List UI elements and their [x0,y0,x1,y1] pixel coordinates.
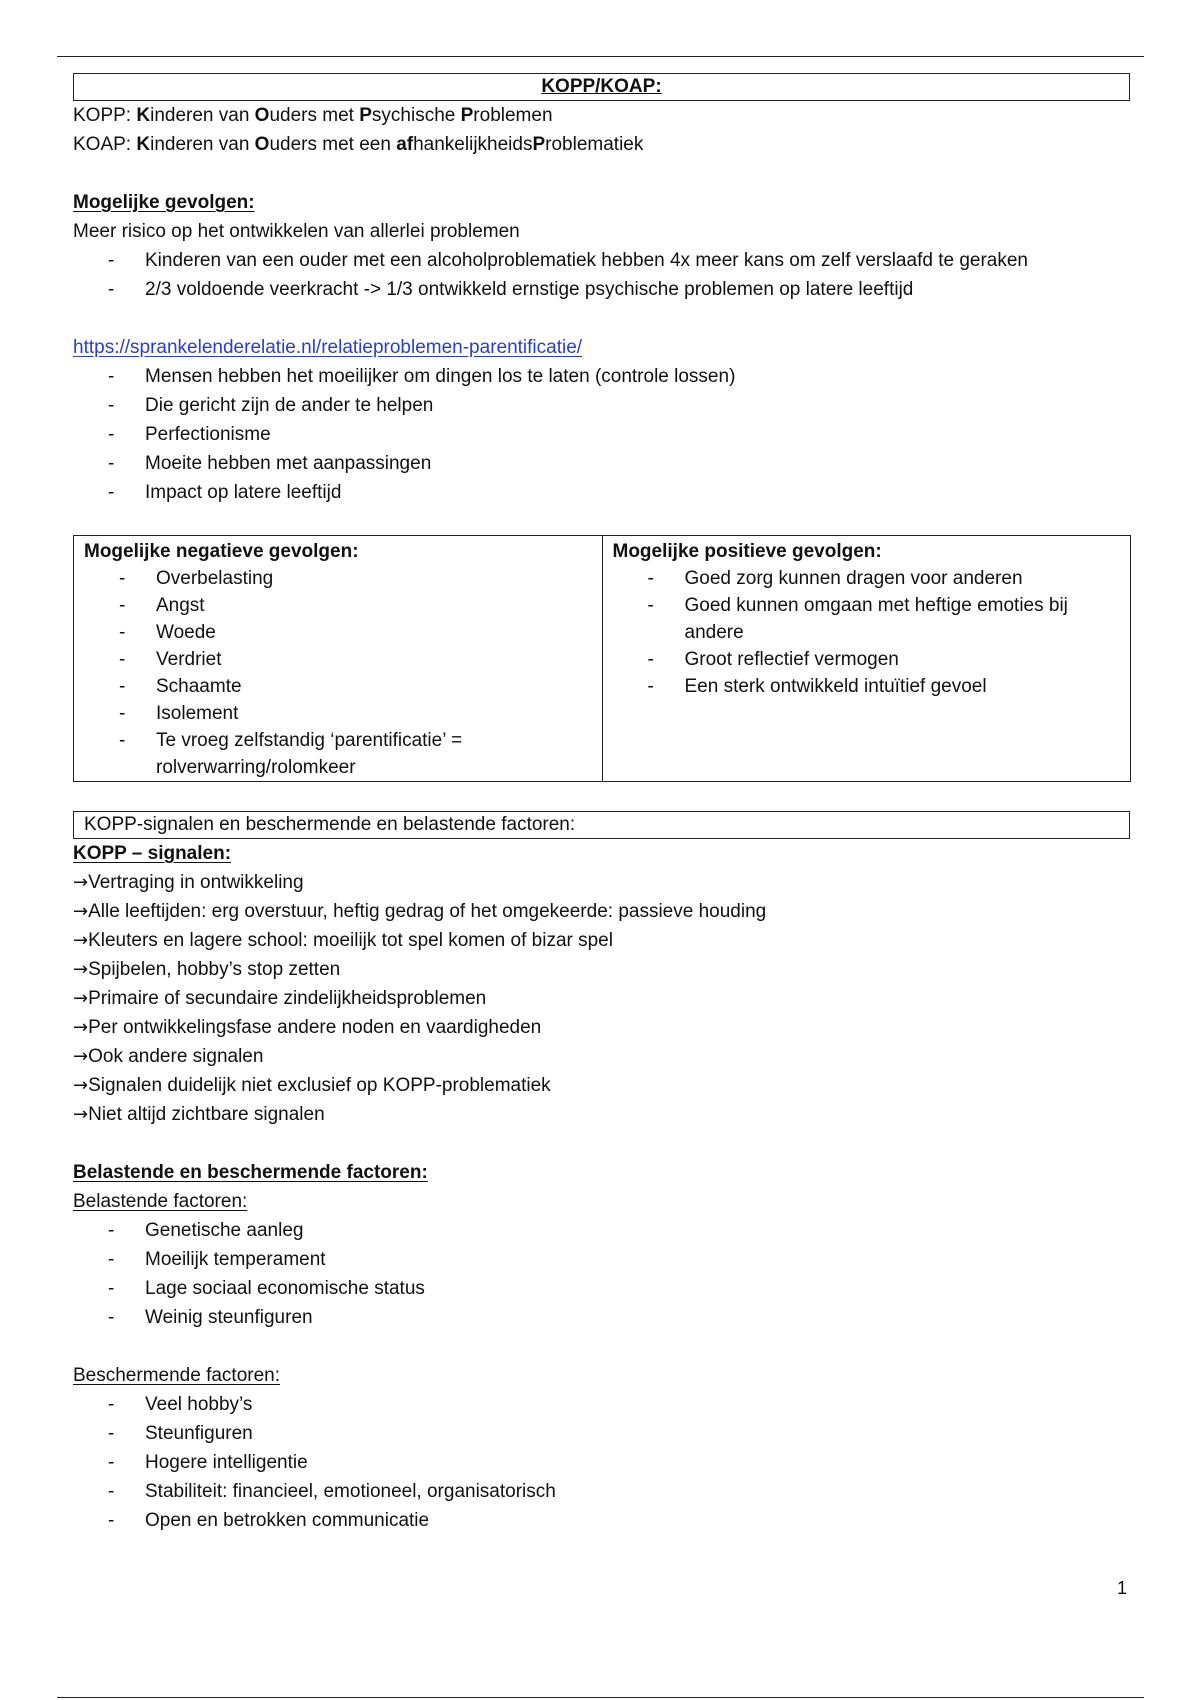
list-item: →Ook andere signalen [73,1046,264,1067]
positive-heading: Mogelijke positieve gevolgen: [612,541,882,562]
arrow-icon: → [73,872,89,893]
list-item: - Kinderen van een ouder met een alcoholproblematiek hebben 4x meer kans om zelf verslaafd te geraken [73,246,1130,275]
page-number: 1 [1117,1578,1128,1598]
list-item: →Spijbelen, hobby’s stop zetten [73,959,341,980]
list-item: →Signalen duidelijk niet exclusief op KOPP-problematiek [73,1075,551,1096]
list-item: →Niet altijd zichtbare signalen [73,1104,325,1125]
list-item: →Alle leeftijden: erg overstuur, heftig gedrag of het omgekeerde: passieve houding [73,901,767,922]
list-item: - Schaamte [84,673,592,700]
belastend-heading: Belastende factoren: [73,1191,248,1212]
list-item: →Vertraging in ontwikkeling [73,872,304,893]
arrow-icon: → [73,1017,89,1038]
list-item: - Een sterk ontwikkeld intuïtief gevoel [613,673,1121,700]
definition-label: KOAP: [73,134,137,155]
definition-label: KOPP: [73,105,137,126]
list-item: - Lage sociaal economische status [73,1274,1130,1303]
list-item: - Moeite hebben met aanpassingen [73,449,1130,478]
signalen-box-title: KOPP-signalen en beschermende en belastende factoren: [84,814,576,835]
list-item: - Perfectionisme [73,420,1130,449]
arrow-icon: → [73,1104,89,1125]
list-item: - Veel hobby’s [73,1390,1130,1419]
list-item: - Stabiliteit: financieel, emotioneel, organisatorisch [73,1477,1130,1506]
arrow-icon: → [73,1075,89,1096]
list-item: - Genetische aanleg [73,1216,1130,1245]
list-item: - Goed kunnen omgaan met heftige emoties bij andere [613,592,1121,646]
list-item: - Verdriet [84,646,592,673]
negative-cell [74,536,603,782]
list-item: - Isolement [84,700,592,727]
negative-list [84,565,592,781]
list-item: - 2/3 voldoende veerkracht -> 1/3 ontwikkeld ernstige psychische problemen op latere leeftijd [73,275,1130,304]
gevolgen-intro: Meer risico op het ontwikkelen van allerlei problemen [73,221,520,242]
beschermend-heading: Beschermende factoren: [73,1365,281,1386]
list-item: - Overbelasting [84,565,592,592]
list-item: - Weinig steunfiguren [73,1303,1130,1332]
link-list [73,362,1130,507]
list-item: - Angst [84,592,592,619]
parentificatie-link[interactable]: https://sprankelenderelatie.nl/relatieproblemen-parentificatie/ [73,337,583,358]
list-item: - Te vroeg zelfstandig ‘parentificatie’ = rolverwarring/rolomkeer [84,727,592,781]
belastend-list [73,1216,1130,1332]
list-item: - Steunfiguren [73,1419,1130,1448]
signalen-heading: KOPP – signalen: [73,843,232,864]
negative-heading: Mogelijke negatieve gevolgen: [84,541,359,562]
positive-list [613,565,1121,700]
positive-cell [602,536,1131,782]
list-item: →Kleuters en lagere school: moeilijk tot spel komen of bizar spel [73,930,613,951]
list-item: →Per ontwikkelingsfase andere noden en vaardigheden [73,1017,542,1038]
list-item: - Open en betrokken communicatie [73,1506,1130,1535]
signalen-box [73,811,1130,839]
gevolgen-heading: Mogelijke gevolgen: [73,192,255,213]
factoren-heading: Belastende en beschermende factoren: [73,1162,428,1183]
top-rule [57,56,1144,57]
gevolgen-list [73,246,1130,304]
arrow-icon: → [73,901,89,922]
arrow-icon: → [73,959,89,980]
arrow-icon: → [73,1046,89,1067]
list-item: - Moeilijk temperament [73,1245,1130,1274]
bottom-rule [57,1697,1144,1698]
list-item: - Hogere intelligentie [73,1448,1130,1477]
list-item: - Woede [84,619,592,646]
arrow-icon: → [73,988,89,1009]
list-item: - Die gericht zijn de ander te helpen [73,391,1130,420]
list-item: - Mensen hebben het moeilijker om dingen los te laten (controle lossen) [73,362,1130,391]
gevolgen-table [73,535,1131,782]
arrow-icon: → [73,930,89,951]
document-body [73,73,1130,1535]
beschermend-list [73,1390,1130,1535]
page-title: KOPP/KOAP: [541,76,662,97]
definition-koap: KOAP: Kinderen van Ouders met een afhankelijkheidsProblematiek [73,134,644,155]
list-item: - Impact op latere leeftijd [73,478,1130,507]
definition-kopp: KOPP: Kinderen van Ouders met Psychische Problemen [73,105,553,126]
list-item: →Primaire of secundaire zindelijkheidsproblemen [73,988,487,1009]
signalen-list [73,868,1130,1129]
list-item: - Goed zorg kunnen dragen voor anderen [613,565,1121,592]
list-item: - Groot reflectief vermogen [613,646,1121,673]
page-title-box [73,73,1130,101]
